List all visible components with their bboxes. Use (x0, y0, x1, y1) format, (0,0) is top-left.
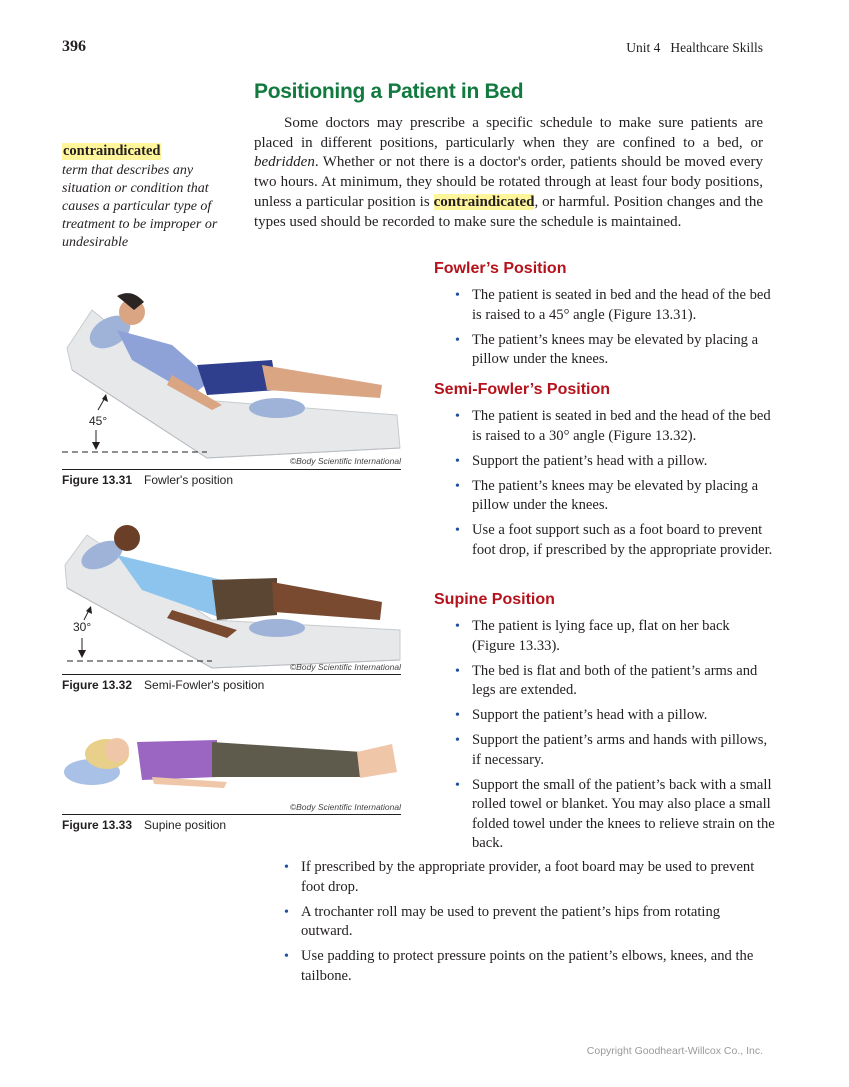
bullet-icon: • (284, 904, 289, 920)
running-head (626, 40, 763, 56)
list-item (455, 776, 775, 854)
bullet-icon: • (455, 332, 460, 348)
bullet-icon: • (455, 478, 460, 494)
bullet-text: The patient is lying face up, flat on her back (Figure 13.33). (472, 618, 730, 654)
supine-illustration (62, 722, 401, 797)
list-item (455, 617, 775, 656)
list-item (455, 731, 775, 770)
list-item (284, 858, 764, 897)
bullet-icon: • (455, 708, 460, 723)
list-item (455, 477, 775, 516)
bullet-icon: • (455, 409, 460, 424)
list-item (284, 947, 764, 986)
fowlers-illustration (62, 290, 401, 465)
page-number: 396 (62, 38, 86, 55)
list-item (455, 706, 775, 726)
bullet-text: Support the patient’s head with a pillow. (472, 452, 708, 469)
figure-semi-fowlers (62, 520, 401, 700)
bullet-icon: • (284, 860, 289, 875)
bullet-icon: • (455, 288, 460, 303)
subhead-semi-fowlers: Semi-Fowler’s Position (434, 381, 611, 398)
figure-caption (62, 473, 233, 487)
list-item (455, 521, 775, 560)
figure-caption-text: Fowler's position (144, 473, 234, 487)
general-bullet-list (284, 858, 764, 992)
highlighted-term: contraindicated (433, 193, 535, 210)
list-item (455, 407, 775, 446)
bullet-icon: • (455, 523, 460, 538)
bullet-text: The patient’s knees may be elevated by placing a pillow under the knees. (472, 477, 759, 513)
list-item (455, 452, 775, 472)
angle-label-45: 45° (89, 414, 108, 428)
image-credit: ©Body Scientific International (289, 662, 401, 672)
glossary-term: contraindicated (63, 143, 161, 159)
supine-bullet-list (455, 617, 775, 859)
bullet-icon: • (455, 733, 460, 748)
bullet-text: The patient’s knees may be elevated by placing a pillow under the knees. (472, 331, 759, 367)
figure-caption-text: Semi-Fowler's position (144, 678, 265, 692)
intro-paragraph (254, 114, 763, 232)
bullet-text: The patient is seated in bed and the head of the bed is raised to a 45° angle (Figure 13.31). (472, 287, 771, 323)
figure-number: Figure 13.33 (62, 818, 133, 832)
list-item (455, 286, 775, 325)
bullet-text: A trochanter roll may be used to prevent the patient’s hips from rotating outward. (301, 903, 721, 939)
subhead-fowlers: Fowler’s Position (434, 260, 567, 277)
intro-text: . Whether or not there is a doctor's order, patients should be moved every two hours. At minimum, they should be rotated through at least four body positions, unless a particular position is (254, 154, 763, 210)
fowlers-bullet-list (455, 286, 775, 375)
unit-label: Unit 4 (626, 40, 661, 55)
section-title: Positioning a Patient in Bed (254, 80, 524, 103)
bullet-text: Use a foot support such as a foot board to prevent foot drop, if prescribed by the appropriate provider. (472, 522, 773, 558)
figure-number: Figure 13.31 (62, 473, 133, 487)
caption-rule (62, 814, 401, 815)
semi-fowlers-illustration (62, 520, 401, 675)
figure-fowlers (62, 290, 401, 490)
figure-number: Figure 13.32 (62, 678, 133, 692)
unit-title: Healthcare Skills (670, 40, 763, 55)
bullet-text: Support the small of the patient’s back with a small rolled towel or blanket. You may also place a small folded towel under the knees to relieve strain on the back. (472, 776, 775, 851)
bullet-icon: • (284, 949, 289, 964)
bullet-text: Use padding to protect pressure points on the patient’s elbows, knees, and the tailbone. (301, 948, 754, 984)
angle-label-30: 30° (73, 620, 92, 634)
figure-caption-text: Supine position (144, 818, 227, 832)
caption-rule (62, 469, 401, 470)
list-item (455, 331, 775, 370)
glossary-definition: term that describes any situation or condition that causes a particular type of treatment to be improper or undesirable (62, 163, 218, 250)
semi-fowlers-bullet-list (455, 407, 775, 566)
intro-text: , or harmful. Position changes and the types used should be recorded to make sure the schedule is maintained. (254, 193, 763, 230)
figure-supine (62, 722, 401, 837)
list-item (455, 662, 775, 701)
bullet-icon: • (455, 619, 460, 634)
bullet-icon: • (455, 453, 460, 469)
bullet-text: The patient is seated in bed and the head of the bed is raised to a 30° angle (Figure 13.32). (472, 408, 771, 444)
bullet-text: Support the patient’s head with a pillow. (472, 707, 708, 723)
bullet-icon: • (455, 663, 460, 679)
image-credit: ©Body Scientific International (289, 456, 401, 466)
intro-text: Some doctors may prescribe a specific schedule to make sure patients are placed in different positions, particularly when they are confined to a bed, or (254, 115, 763, 151)
bullet-text: The bed is flat and both of the patient’s arms and legs are extended. (472, 662, 758, 698)
bullet-text: If prescribed by the appropriate provider, a foot board may be used to prevent foot drop. (301, 859, 755, 895)
list-item (284, 903, 764, 942)
image-credit: ©Body Scientific International (289, 802, 401, 812)
glossary-entry (62, 140, 242, 252)
bullet-text: Support the patient’s arms and hands with pillows, if necessary. (472, 732, 768, 768)
subhead-supine: Supine Position (434, 591, 555, 608)
caption-rule (62, 674, 401, 675)
intro-italic-term: bedridden (254, 154, 315, 171)
figure-caption (62, 818, 226, 832)
bullet-icon: • (455, 777, 460, 793)
copyright-notice: Copyright Goodheart-Willcox Co., Inc. (586, 1045, 763, 1057)
figure-caption (62, 678, 264, 692)
